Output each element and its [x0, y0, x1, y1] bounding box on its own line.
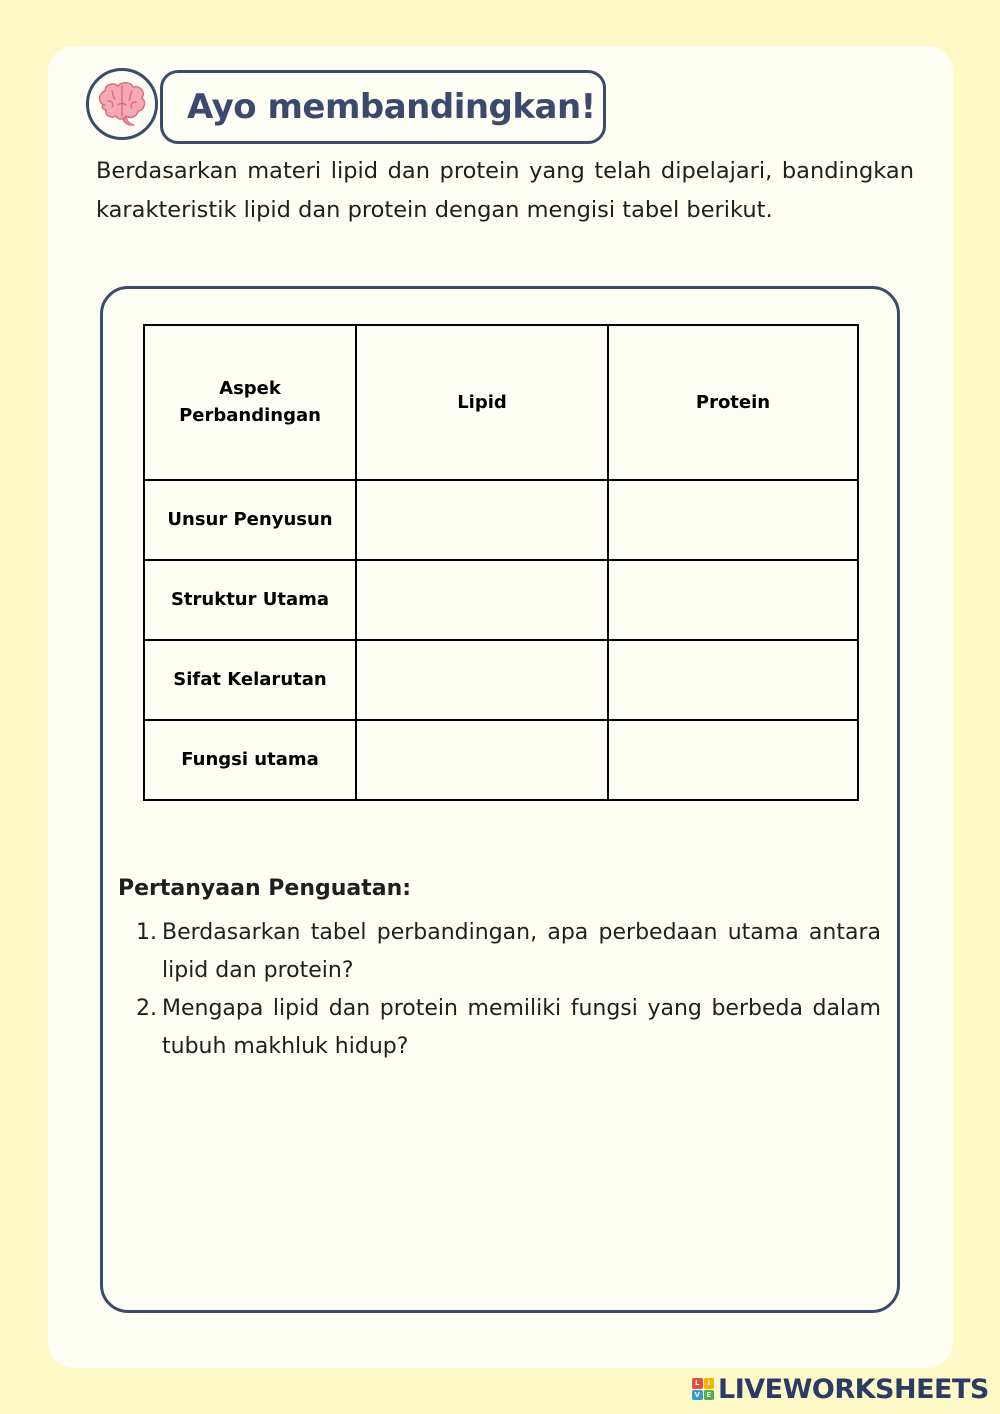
table-row	[144, 640, 858, 720]
lipid-answer-cell[interactable]	[356, 560, 608, 640]
liveworksheets-brand	[692, 1372, 989, 1406]
table-header-cell: Lipid	[356, 325, 608, 480]
question-number: 1.	[136, 920, 157, 945]
lipid-answer-cell[interactable]	[356, 480, 608, 560]
lipid-answer-cell[interactable]	[356, 640, 608, 720]
questions-title: Pertanyaan Penguatan:	[118, 876, 412, 901]
table-header-cell: Protein	[608, 325, 858, 480]
liveworksheets-logo-icon: L I V E	[692, 1378, 714, 1400]
intro-paragraph: Berdasarkan materi lipid dan protein yang telah dipelajari, bandingkan karakteristik lipid dan protein dengan mengisi tabel berikut.	[96, 158, 914, 223]
aspect-cell: Sifat Kelarutan	[144, 640, 356, 720]
table-header-row	[144, 325, 858, 480]
question-item	[136, 914, 881, 990]
brand-name: LIVEWORKSHEETS	[718, 1373, 989, 1405]
questions-list	[136, 914, 881, 1066]
lipid-answer-cell[interactable]	[356, 720, 608, 800]
title-banner	[160, 70, 606, 144]
question-number: 2.	[136, 996, 157, 1021]
aspect-cell: Struktur Utama	[144, 560, 356, 640]
brain-icon	[86, 68, 158, 140]
protein-answer-cell[interactable]	[608, 720, 858, 800]
question-text: Berdasarkan tabel perbandingan, apa perbedaan utama antara lipid dan protein?	[162, 920, 881, 983]
page-title: Ayo membandingkan!	[187, 87, 596, 127]
table-row	[144, 720, 858, 800]
aspect-cell: Unsur Penyusun	[144, 480, 356, 560]
question-text: Mengapa lipid dan protein memiliki fungsi yang berbeda dalam tubuh makhluk hidup?	[162, 996, 881, 1059]
protein-answer-cell[interactable]	[608, 480, 858, 560]
table-row	[144, 560, 858, 640]
comparison-table	[143, 324, 859, 801]
table-header-cell: Aspek Perbandingan	[144, 325, 356, 480]
table-row	[144, 480, 858, 560]
aspect-cell: Fungsi utama	[144, 720, 356, 800]
protein-answer-cell[interactable]	[608, 640, 858, 720]
protein-answer-cell[interactable]	[608, 560, 858, 640]
question-item	[136, 990, 881, 1066]
